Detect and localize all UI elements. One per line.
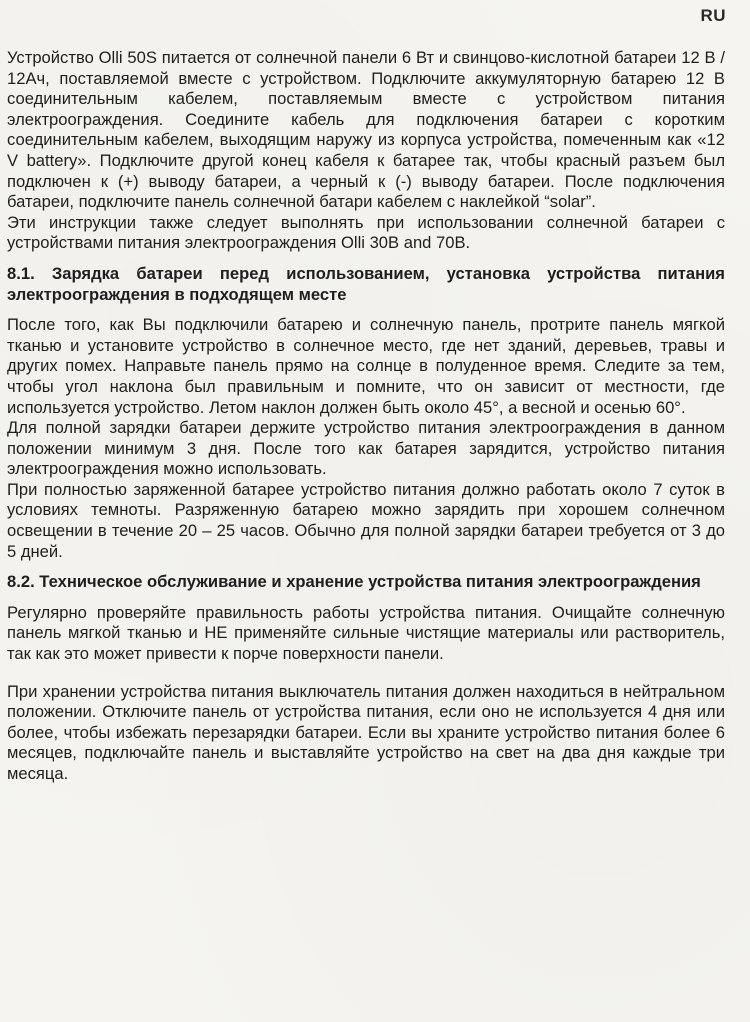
language-label: RU [700,6,726,25]
section-8-2-paragraph-2: При хранении устройства питания выключатель питания должен находиться в нейтральном положении. Отключите панель от устройства питания, если оно не используется 4 дня или более, чтобы избежать перезарядки батареи. Если вы храните устройство питания более 6 месяцев, подключайте панель и выставляйте устройство на свет на два дня каждые три месяца. [7,681,725,783]
section-8-1-heading: 8.1. Зарядка батареи перед использованием, установка устройства питания электроограждения в подходящем месте [7,263,725,304]
section-8-2-heading: 8.2. Техническое обслуживание и хранение устройства питания электроограждения [7,572,701,592]
intro-paragraph-1: Устройство Olli 50S питается от солнечной панели 6 Вт и свинцово-кислотной батареи 12 В / 12Ач, поставляемой вместе с устройством. Подключите аккумуляторную батарею 12 В соединительным кабелем, поставляемым вместе с устройством питания электроограждения. Соедините кабель для подключения батареи с коротким соединительным кабелем, выходящим наружу из корпуса устройства, помеченным как «12 V battery». Подключите другой конец кабеля к батарее так, чтобы красный разъем был подключен к (+) выводу батареи, а черный к (-) выводу батареи. После подключения батареи, подключите панель солнечной батари кабелем с наклейкой “solar”. [7,48,725,212]
section-8-1-paragraph-3: При полностью заряженной батарее устройство питания должно работать около 7 суток в условиях темноты. Разряженную батарею можно зарядить при хорошем солнечном освещении в течение 20 – 25 часов. Обычно для полной зарядки батареи требуется от 3 до 5 дней. [7,479,725,561]
section-8-2-paragraph-1: Регулярно проверяйте правильность работы устройства питания. Очищайте солнечную панель мягкой тканью и НЕ применяйте сильные чистящие материалы или растворитель, так как это может привести к порче поверхности панели. [7,602,725,664]
document-body [7,48,725,785]
section-8-1-paragraph-2: Для полной зарядки батареи держите устройство питания электроограждения в данном положении минимум 3 дня. После того как батарея зарядится, устройство питания электроограждения можно использовать. [7,418,725,479]
section-8-1-paragraph-1: После того, как Вы подключили батарею и солнечную панель, протрите панель мягкой тканью и установите устройство в солнечное место, где нет зданий, деревьев, травы и других помех. Направьте панель прямо на солнце в полуденное время. Следите за тем, чтобы угол наклона был правильным и помните, что он зависит от местности, где используется устройство. Летом наклон должен быть около 45°, а весной и осенью 60°. [7,315,725,417]
intro-paragraph-2: Эти инструкции также следует выполнять при использовании солнечной батареи с устройствами питания электроограждения Olli 30B and 70B. [7,212,725,253]
